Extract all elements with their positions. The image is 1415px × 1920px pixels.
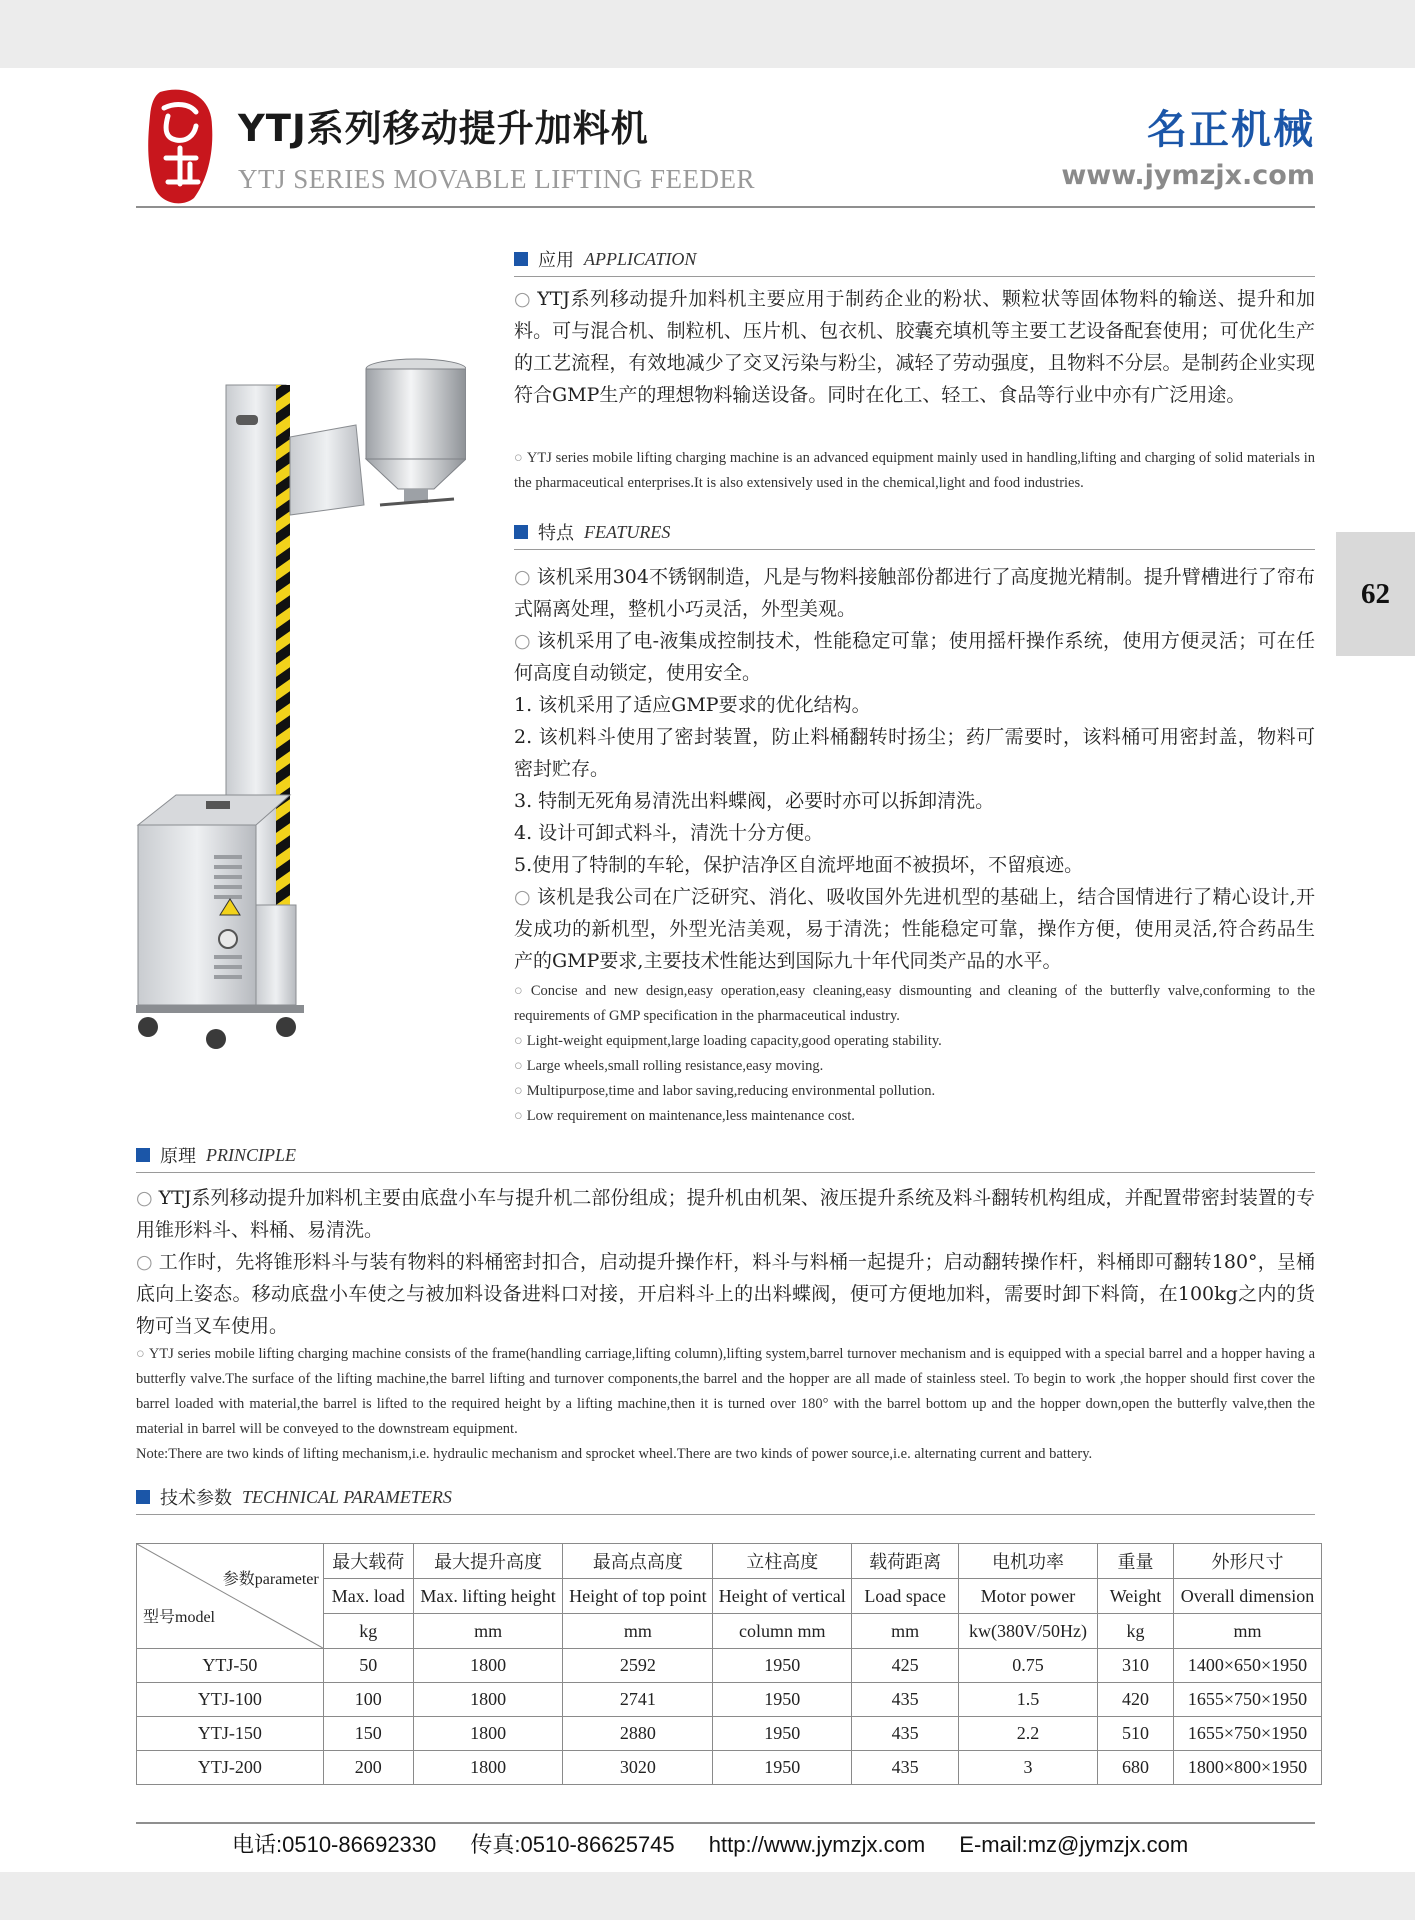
page-number: 62 [1336,532,1415,656]
col-header-unit: kw(380V/50Hz) [959,1614,1098,1649]
principle-text-2: ○ 工作时，先将锥形料斗与装有物料的料桶密封扣合，启动提升操作杆，料斗与料桶一起提升；启动翻转操作杆，料桶即可翻转180°，呈桶底向上姿态。移动底盘小车使之与被加料设备进料口对接，开启料斗上的出料蝶阀，便可方便地加料，需要时卸下料筒，在100kg之内的货物可当叉车使用。 [136,1251,1315,1337]
table-row [137,1717,1322,1751]
col-header-en: Weight [1098,1579,1174,1614]
feature-en-4: ○ Multipurpose,time and labor saving,reducing environmental pollution. [514,1083,936,1099]
cell-column: 1950 [713,1683,852,1717]
col-header-en: Max. lifting height [413,1579,563,1614]
application-text-en: ○ YTJ series mobile lifting charging machine is an advanced equipment mainly used in handling,lifting and charging of solid materials in the pharmaceutical enterprises.It is also extensively used in the chemical,light and food industries. [514,450,1315,491]
cell-model: YTJ-200 [137,1751,324,1785]
bullet-icon: ○ [514,1033,523,1049]
top-band [0,0,1415,68]
bullet-icon: ○ [514,630,531,652]
bullet-icon: ○ [514,1108,523,1124]
section-marker-icon [136,1490,150,1504]
cell-top: 2741 [563,1683,713,1717]
cell-weight: 680 [1098,1751,1174,1785]
tech-divider [136,1514,1315,1515]
cell-space: 425 [852,1649,959,1683]
col-header-unit: kg [1098,1614,1174,1649]
feature-bullet-3: ○ 该机是我公司在广泛研究、消化、吸收国外先进机型的基础上，结合国情进行了精心设计,开发成功的新机型，外型光洁美观，易于清洗；性能稳定可靠，操作方便，使用灵活,符合药品生产的GMP要求,主要技术性能达到国际九十年代同类产品的水平。 [514,886,1315,972]
bullet-icon: ○ [514,983,527,999]
cell-power: 0.75 [959,1649,1098,1683]
table-header-row [137,1544,1322,1579]
brand-name: 名正机械 [1147,107,1315,153]
footer-phone: 电话:0510-86692330 [232,1832,437,1857]
bullet-icon: ○ [136,1187,153,1209]
tech-heading [136,1484,452,1510]
footer-divider [136,1822,1315,1824]
cell-power: 1.5 [959,1683,1098,1717]
cell-column: 1950 [713,1649,852,1683]
feature-numbered-1: 1. 该机采用了适应GMP要求的优化结构。 [514,694,871,716]
col-header-cn: 最大提升高度 [413,1544,563,1579]
features-label-cn: 特点 [538,523,574,544]
cell-lift: 1800 [413,1717,563,1751]
col-header-cn: 最大载荷 [323,1544,413,1579]
principle-note: Note:There are two kinds of lifting mechanism,i.e. hydraulic mechanism and sprocket wheel.There are two kinds of power source,i.e. alternating current and battery. [136,1446,1093,1462]
feature-en-3: ○ Large wheels,small rolling resistance,easy moving. [514,1058,824,1074]
cell-model: YTJ-150 [137,1717,324,1751]
feature-bullet-1: ○ 该机采用304不锈钢制造，凡是与物料接触部份都进行了高度抛光精制。提升臂槽进行了帘布式隔离处理，整机小巧灵活，外型美观。 [514,566,1315,620]
principle-label-cn: 原理 [160,1146,196,1167]
cell-weight: 420 [1098,1683,1174,1717]
footer-contacts [232,1828,1216,1859]
application-divider [514,276,1315,277]
col-header-unit: mm [852,1614,959,1649]
cell-power: 2.2 [959,1717,1098,1751]
cell-weight: 310 [1098,1649,1174,1683]
principle-text-en: ○ YTJ series mobile lifting charging machine consists of the frame(handling carriage,lifting column),lifting system,barrel turnover mechanism and is equipped with a special barrel and a hopper having a butterfly valve.The surface of the lifting machine,the barrel lifting and turnover components,the barrel and the hopper are all made of stainless steel. To begin to work ,the hopper should first cover the barrel loaded with material,the barrel is lifted to the required height by a lifting machine,then it is turned over 180° with the barrel bottom up and the hopper down,open the butterfly valve,then the material in barrel will be conveyed to the downstream equipment. [136,1346,1316,1437]
feature-en-5: ○ Low requirement on maintenance,less maintenance cost. [514,1108,855,1124]
application-label-cn: 应用 [538,250,574,271]
features-divider [514,549,1315,550]
cell-top: 2592 [563,1649,713,1683]
cell-lift: 1800 [413,1683,563,1717]
col-header-unit: mm [563,1614,713,1649]
cell-load: 150 [323,1717,413,1751]
col-header-cn: 电机功率 [959,1544,1098,1579]
feature-numbered-4: 4. 设计可卸式料斗，清洗十分方便。 [514,822,824,844]
page-title: YTJ系列移动提升加料机 [238,107,649,150]
bullet-icon: ○ [136,1251,153,1273]
header-divider [136,206,1315,208]
col-header-cn: 外形尺寸 [1173,1544,1321,1579]
diagonal-line [137,1544,323,1648]
col-header-en: Max. load [323,1579,413,1614]
section-marker-icon [136,1148,150,1162]
cell-model: YTJ-100 [137,1683,324,1717]
col-header-cn: 立柱高度 [713,1544,852,1579]
principle-label-en: PRINCIPLE [206,1144,296,1165]
bullet-icon: ○ [514,566,531,588]
col-header-cn: 载荷距离 [852,1544,959,1579]
bottom-band [0,1872,1415,1920]
company-seal-logo [146,86,216,206]
cell-top: 2880 [563,1717,713,1751]
col-header-unit: mm [1173,1614,1321,1649]
features-label-en: FEATURES [584,521,671,542]
section-marker-icon [514,252,528,266]
col-header-en: Overall dimension [1173,1579,1321,1614]
col-header-en: Load space [852,1579,959,1614]
parameters-table [136,1543,1322,1785]
corner-model-label: 型号model [143,1609,215,1626]
col-header-unit: mm [413,1614,563,1649]
feature-en-2: ○ Light-weight equipment,large loading capacity,good operating stability. [514,1033,942,1049]
table-corner-cell [137,1544,324,1649]
col-header-en: Height of vertical [713,1579,852,1614]
cell-dim: 1655×750×1950 [1173,1717,1321,1751]
bullet-icon: ○ [514,1058,523,1074]
footer-email-link[interactable]: E-mail:mz@jymzjx.com [959,1832,1189,1857]
cell-column: 1950 [713,1751,852,1785]
page-subtitle: YTJ SERIES MOVABLE LIFTING FEEDER [238,164,756,194]
cell-load: 50 [323,1649,413,1683]
cell-load: 200 [323,1751,413,1785]
bullet-icon: ○ [514,288,532,310]
bullet-icon: ○ [514,450,523,466]
section-marker-icon [514,525,528,539]
col-header-cn: 最高点高度 [563,1544,713,1579]
bullet-icon: ○ [136,1346,145,1362]
tech-label-cn: 技术参数 [160,1488,232,1509]
principle-text-1: ○ YTJ系列移动提升加料机主要由底盘小车与提升机二部份组成；提升机由机架、液压提升系统及料斗翻转机构组成，并配置带密封装置的专用锥形料斗、料桶、易清洗。 [136,1187,1315,1241]
application-label-en: APPLICATION [584,248,697,269]
brand-url: www.jymzjx.com [1061,160,1315,191]
col-header-cn: 重量 [1098,1544,1174,1579]
table-row [137,1649,1322,1683]
principle-heading [136,1142,296,1168]
cell-top: 3020 [563,1751,713,1785]
feature-numbered-5: 5.使用了特制的车轮，保护洁净区自流坪地面不被损坏，不留痕迹。 [514,854,1084,876]
cell-dim: 1655×750×1950 [1173,1683,1321,1717]
bullet-icon: ○ [514,1083,523,1099]
tech-label-en: TECHNICAL PARAMETERS [242,1486,452,1507]
corner-param-label: 参数parameter [222,1571,319,1588]
cell-space: 435 [852,1717,959,1751]
application-heading [514,246,696,272]
feature-numbered-2: 2. 该机料斗使用了密封装置，防止料桶翻转时扬尘；药厂需要时，该料桶可用密封盖，物料可密封贮存。 [514,726,1315,780]
bullet-icon: ○ [514,886,531,908]
features-heading [514,519,670,545]
cell-dim: 1800×800×1950 [1173,1751,1321,1785]
cell-load: 100 [323,1683,413,1717]
cell-space: 435 [852,1751,959,1785]
lifting-feeder-illustration [136,355,466,1060]
cell-dim: 1400×650×1950 [1173,1649,1321,1683]
cell-space: 435 [852,1683,959,1717]
col-header-en: Height of top point [563,1579,713,1614]
footer-fax: 传真:0510-86625745 [470,1832,675,1857]
footer-web-link[interactable]: http://www.jymzjx.com [708,1832,926,1857]
cell-column: 1950 [713,1717,852,1751]
feature-bullet-2: ○ 该机采用了电-液集成控制技术，性能稳定可靠；使用摇杆操作系统，使用方便灵活；可在任何高度自动锁定，使用安全。 [514,630,1315,684]
cell-power: 3 [959,1751,1098,1785]
feature-en-1: ○ Concise and new design,easy operation,easy cleaning,easy dismounting and cleaning of the butterfly valve,conforming to the requirements of GMP specification in the pharmaceutical industry. [514,983,1315,1024]
cell-model: YTJ-50 [137,1649,324,1683]
table-row [137,1751,1322,1785]
table-row [137,1683,1322,1717]
principle-divider [136,1172,1315,1173]
cell-lift: 1800 [413,1649,563,1683]
cell-weight: 510 [1098,1717,1174,1751]
col-header-unit: kg [323,1614,413,1649]
application-text-cn: ○ YTJ系列移动提升加料机主要应用于制药企业的粉状、颗粒状等固体物料的输送、提升和加料。可与混合机、制粒机、压片机、包衣机、胶囊充填机等主要工艺设备配套使用；可优化生产的工艺流程，有效地减少了交叉污染与粉尘，减轻了劳动强度，且物料不分层。是制药企业实现符合GMP生产的理想物料输送设备。同时在化工、轻工、食品等行业中亦有广泛用途。 [514,288,1315,406]
col-header-en: Motor power [959,1579,1098,1614]
col-header-unit: column mm [713,1614,852,1649]
cell-lift: 1800 [413,1751,563,1785]
feature-numbered-3: 3. 特制无死角易清洗出料蝶阀，必要时亦可以拆卸清洗。 [514,790,995,812]
